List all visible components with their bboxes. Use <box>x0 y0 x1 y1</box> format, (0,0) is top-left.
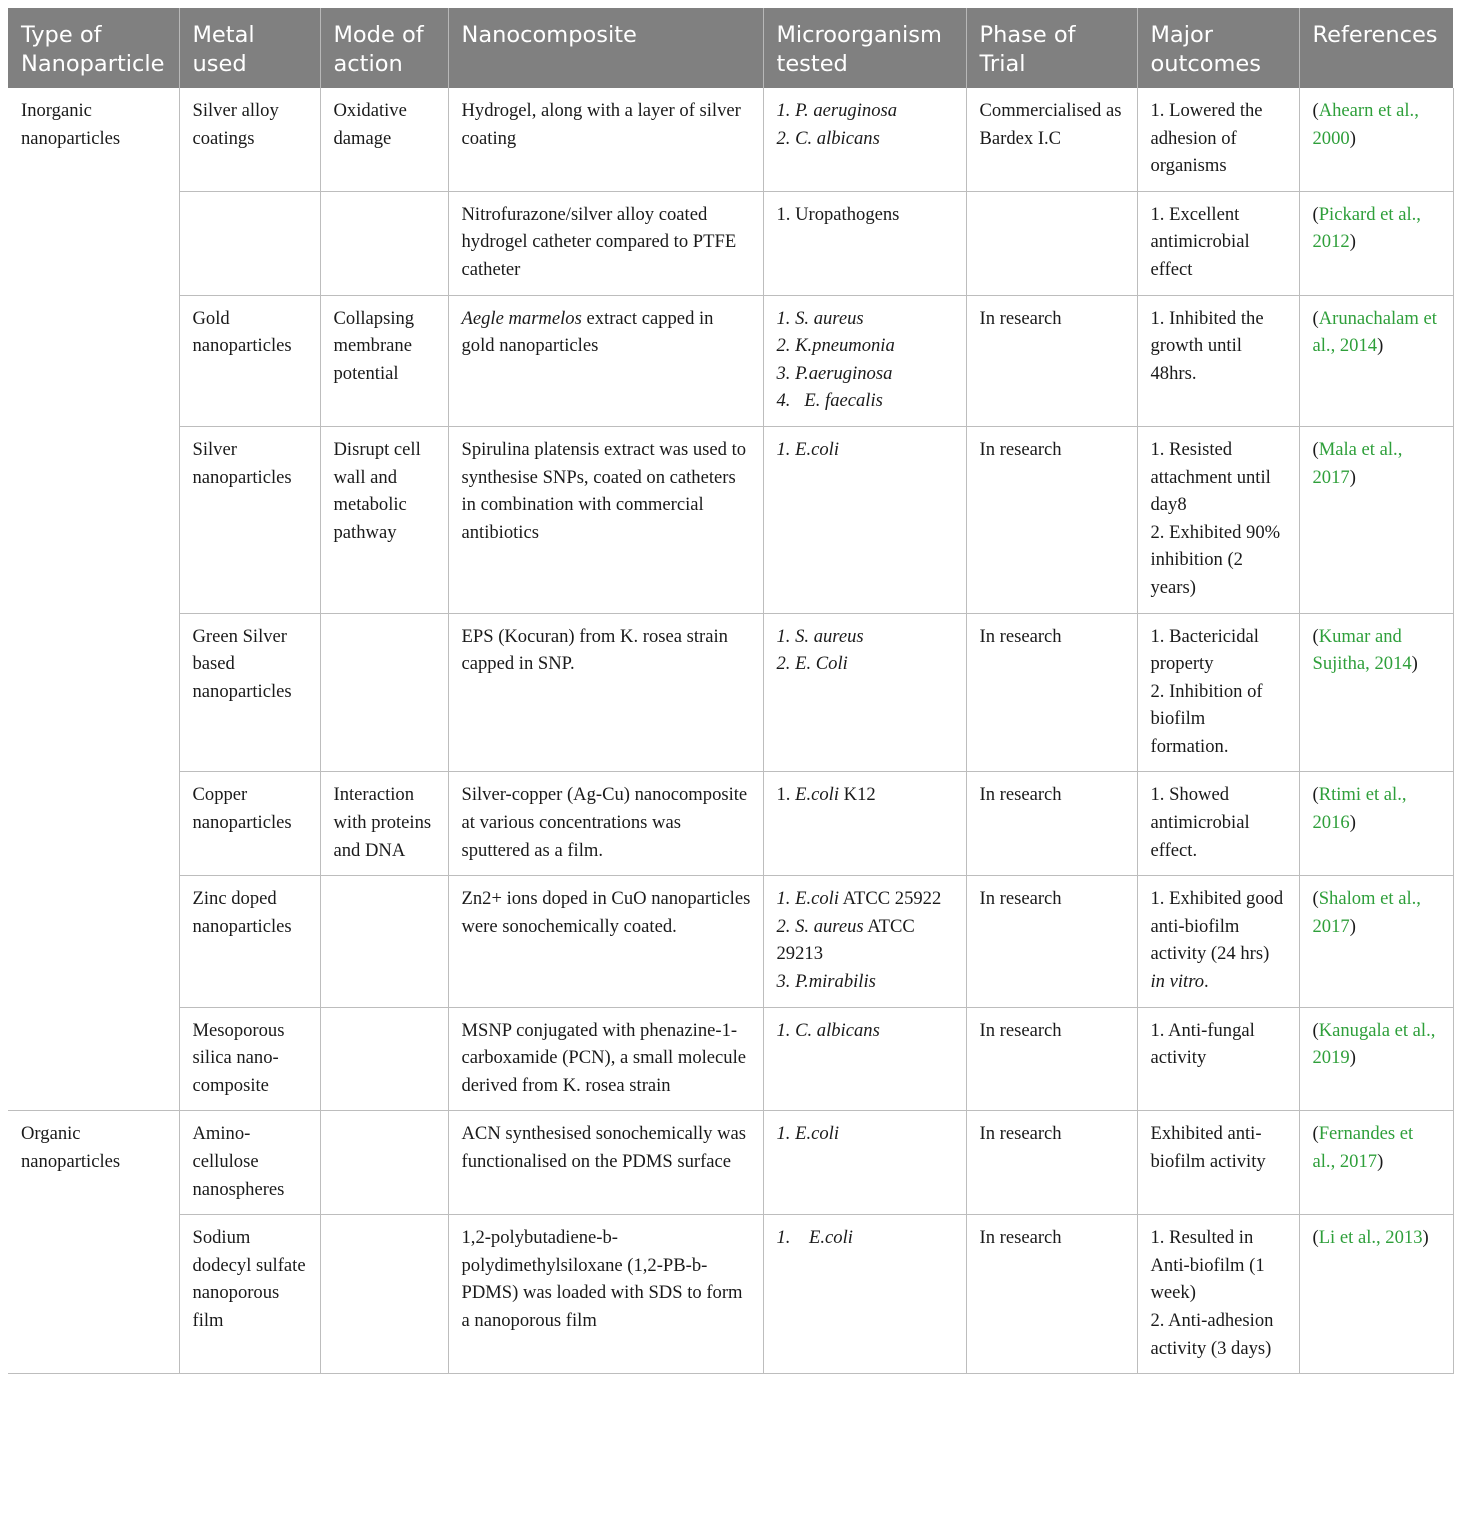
table-row <box>8 772 1453 876</box>
phase-cell: In research <box>966 613 1137 772</box>
reference-link[interactable]: Li et al., 2013 <box>1318 1227 1423 1249</box>
reference-cell: (Rtimi et al., 2016) <box>1299 772 1453 876</box>
header-microorganism: Microorganism tested <box>763 8 966 88</box>
reference-link[interactable]: Mala et al., 2017 <box>1312 438 1403 488</box>
outcomes-cell: 1. Exhibited good anti-biofilm activity (24 hrs) in vitro. <box>1137 876 1299 1007</box>
microorganism-cell <box>763 613 966 772</box>
phase-cell: In research <box>966 1007 1137 1111</box>
group-cell-organic: Organic nanoparticles <box>8 1111 179 1374</box>
microorganism-cell <box>763 876 966 1007</box>
microorganism-item: 1. P. aeruginosa <box>776 100 898 121</box>
microorganism-cell <box>763 1111 966 1215</box>
outcome-item: 2. Exhibited 90% inhibition (2 years) <box>1150 521 1281 598</box>
microorganism-item: 1. E.coli <box>776 1227 853 1249</box>
metal-cell: Mesoporous silica nano-composite <box>179 1007 320 1111</box>
metal-cell: Copper nanoparticles <box>179 772 320 876</box>
header-outcomes: Major outcomes <box>1137 8 1299 88</box>
reference-cell: (Mala et al., 2017) <box>1299 426 1453 613</box>
phase-cell: In research <box>966 1111 1137 1215</box>
reference-cell: (Arunachalam et al., 2014) <box>1299 295 1453 426</box>
microorganism-item: 1. E.coli <box>776 1123 839 1145</box>
reference-link[interactable]: Ahearn et al., 2000 <box>1312 100 1419 149</box>
header-metal: Metal used <box>179 8 320 88</box>
nanocomposite-cell: EPS (Kocuran) from K. rosea strain capped in SNP. <box>448 613 763 772</box>
outcomes-cell <box>1137 613 1299 772</box>
outcomes-cell: 1. Inhibited the growth until 48hrs. <box>1137 295 1299 426</box>
outcomes-cell: 1. Excellent antimicrobial effect <box>1137 191 1299 295</box>
metal-cell: Silver alloy coatings <box>179 88 320 191</box>
microorganism-item: 2. S. aureus ATCC 29213 <box>776 915 915 965</box>
metal-cell: Sodium dodecyl sulfate nanoporous film <box>179 1215 320 1374</box>
reference-link[interactable]: Shalom et al., 2017 <box>1312 888 1421 937</box>
reference-cell: (Pickard et al., 2012) <box>1299 191 1453 295</box>
nanocomposite-cell: Nitrofurazone/silver alloy coated hydrogel catheter compared to PTFE catheter <box>448 191 763 295</box>
microorganism-item: 4. E. faecalis <box>776 390 883 412</box>
reference-cell: (Ahearn et al., 2000) <box>1299 88 1453 191</box>
metal-cell: Gold nanoparticles <box>179 295 320 426</box>
mode-cell <box>320 1007 448 1111</box>
microorganism-cell <box>763 426 966 613</box>
microorganism-item: 1. S. aureus <box>776 625 864 647</box>
header-references: References <box>1299 8 1453 88</box>
table-row <box>8 613 1453 772</box>
outcomes-cell <box>1137 426 1299 613</box>
outcome-item: 1. Bactericidal property <box>1150 625 1259 675</box>
microorganism-item: 1. C. albicans <box>776 1019 880 1041</box>
reference-cell: (Kumar and Sujitha, 2014) <box>1299 613 1453 772</box>
mode-cell <box>320 1215 448 1374</box>
mode-cell <box>320 876 448 1007</box>
outcome-item: 2. Anti-adhesion activity (3 days) <box>1150 1309 1274 1359</box>
nanocomposite-cell: ACN synthesised sonochemically was functionalised on the PDMS surface <box>448 1111 763 1215</box>
outcomes-cell: Exhibited anti-biofilm activity <box>1137 1111 1299 1215</box>
phase-cell: In research <box>966 426 1137 613</box>
table-header-row <box>8 8 1453 88</box>
mode-cell: Interaction with proteins and DNA <box>320 772 448 876</box>
reference-cell: (Kanugala et al., 2019) <box>1299 1007 1453 1111</box>
microorganism-item: 1. Uropathogens <box>776 203 900 225</box>
microorganism-item: 2. E. Coli <box>776 653 848 675</box>
phase-cell <box>966 191 1137 295</box>
outcome-item: 2. Inhibition of biofilm formation. <box>1150 680 1263 757</box>
reference-link[interactable]: Arunachalam et al., 2014 <box>1312 307 1437 357</box>
outcome-item: 1. Resisted attachment until day8 <box>1150 438 1271 516</box>
table-row <box>8 88 1453 191</box>
table-row <box>8 1111 1453 1215</box>
outcomes-cell: 1. Showed antimicrobial effect. <box>1137 772 1299 876</box>
table-row <box>8 1007 1453 1111</box>
header-mode: Mode of action <box>320 8 448 88</box>
mode-cell: Collapsing membrane potential <box>320 295 448 426</box>
microorganism-cell <box>763 295 966 426</box>
nanocomposite-cell: Silver-copper (Ag-Cu) nanocomposite at various concentrations was sputtered as a film. <box>448 772 763 876</box>
microorganism-cell <box>763 1007 966 1111</box>
outcomes-cell <box>1137 1215 1299 1374</box>
microorganism-item: 2. C. albicans <box>776 127 880 149</box>
phase-cell: In research <box>966 295 1137 426</box>
metal-cell: Green Silver based nanoparticles <box>179 613 320 772</box>
table-row <box>8 876 1453 1007</box>
reference-cell: (Fernandes et al., 2017) <box>1299 1111 1453 1215</box>
header-phase: Phase of Trial <box>966 8 1137 88</box>
mode-cell <box>320 1111 448 1215</box>
microorganism-cell <box>763 88 966 191</box>
mode-cell: Disrupt cell wall and metabolic pathway <box>320 426 448 613</box>
outcome-item: 1. Resulted in Anti-biofilm (1 week) <box>1150 1227 1265 1304</box>
header-nanocomposite: Nanocomposite <box>448 8 763 88</box>
phase-cell: In research <box>966 772 1137 876</box>
reference-link[interactable]: Kanugala et al., 2019 <box>1312 1019 1436 1069</box>
reference-link[interactable]: Kumar and Sujitha, 2014 <box>1312 625 1412 675</box>
reference-cell: (Li et al., 2013) <box>1299 1215 1453 1374</box>
header-type: Type of Nanoparticle <box>8 8 179 88</box>
phase-cell: Commercialised as Bardex I.C <box>966 88 1137 191</box>
outcomes-cell: 1. Anti-fungal activity <box>1137 1007 1299 1111</box>
table-row <box>8 1215 1453 1374</box>
metal-cell <box>179 191 320 295</box>
metal-cell: Amino-cellulose nanospheres <box>179 1111 320 1215</box>
reference-cell: (Shalom et al., 2017) <box>1299 876 1453 1007</box>
nanocomposite-cell: Zn2+ ions doped in CuO nanoparticles were sonochemically coated. <box>448 876 763 1007</box>
microorganism-item: 1. S. aureus <box>776 307 864 329</box>
metal-cell: Zinc doped nanoparticles <box>179 876 320 1007</box>
nanocomposite-cell: Spirulina platensis extract was used to synthesise SNPs, coated on catheters in combination with commercial antibiotics <box>448 426 763 613</box>
mode-cell: Oxidative damage <box>320 88 448 191</box>
microorganism-item: 3. P.aeruginosa <box>776 362 893 384</box>
metal-cell: Silver nanoparticles <box>179 426 320 613</box>
outcomes-cell: 1. Lowered the adhesion of organisms <box>1137 88 1299 191</box>
nanocomposite-cell: MSNP conjugated with phenazine-1-carboxamide (PCN), a small molecule derived from K. rosea strain <box>448 1007 763 1111</box>
nanoparticle-table <box>8 8 1454 1374</box>
reference-link[interactable]: Pickard et al., 2012 <box>1312 203 1421 253</box>
nanocomposite-cell: Aegle marmelos extract capped in gold nanoparticles <box>448 295 763 426</box>
microorganism-item: 3. P.mirabilis <box>776 971 876 993</box>
phase-cell: In research <box>966 1215 1137 1374</box>
reference-link[interactable]: Rtimi et al., 2016 <box>1312 784 1407 834</box>
microorganism-cell <box>763 1215 966 1374</box>
microorganism-cell: 1. E.coli K12 <box>763 772 966 876</box>
nanocomposite-cell: 1,2-polybutadiene-b-polydimethylsiloxane (1,2-PB-b-PDMS) was loaded with SDS to form a nanoporous film <box>448 1215 763 1374</box>
table-row <box>8 191 1453 295</box>
microorganism-item: 1. E.coli ATCC 25922 <box>776 888 942 910</box>
phase-cell: In research <box>966 876 1137 1007</box>
mode-cell <box>320 191 448 295</box>
microorganism-cell <box>763 191 966 295</box>
mode-cell <box>320 613 448 772</box>
microorganism-item: 2. K.pneumonia <box>776 335 895 357</box>
group-cell-inorganic: Inorganic nanoparticles <box>8 88 179 1111</box>
table-row <box>8 295 1453 426</box>
microorganism-item: 1. E.coli <box>776 438 839 460</box>
reference-link[interactable]: Fernandes et al., 2017 <box>1312 1123 1414 1172</box>
nanocomposite-cell: Hydrogel, along with a layer of silver coating <box>448 88 763 191</box>
table-row <box>8 426 1453 613</box>
